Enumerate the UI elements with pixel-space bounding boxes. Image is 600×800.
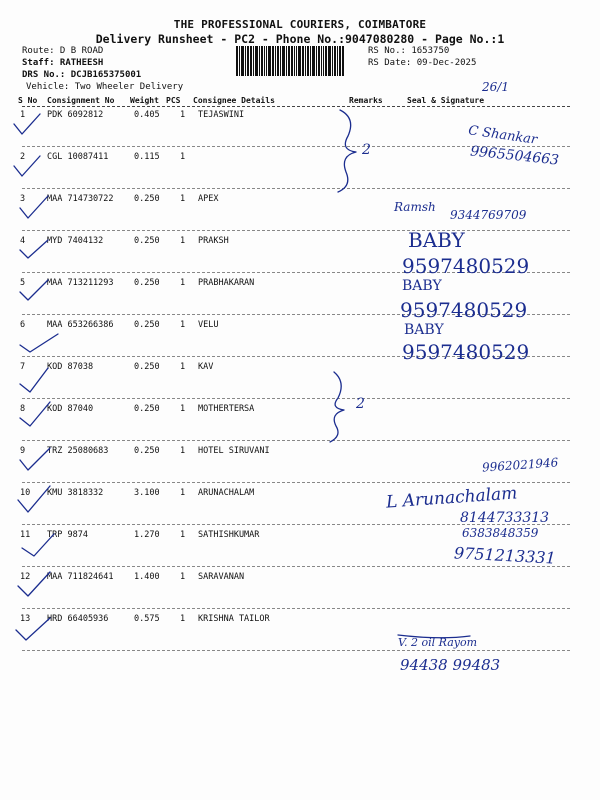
signature-name: BABY <box>402 278 442 294</box>
row-pcs: 1 <box>180 404 186 414</box>
row-pcs: 1 <box>180 362 186 372</box>
route-label: Route: D B ROAD <box>22 46 104 56</box>
runsheet-title: Delivery Runsheet - PC2 - Phone No.:9047080280 - Page No.:1 <box>95 32 505 46</box>
tick-mark <box>14 114 40 134</box>
row-sno: 11 <box>20 530 31 540</box>
signature-name: Ramsh <box>394 200 436 214</box>
row-weight: 0.250 <box>134 236 160 246</box>
tick-mark <box>20 196 48 218</box>
tick-mark <box>22 534 54 556</box>
remark-count: 2 <box>362 142 371 158</box>
signature-phone: 6383848359 <box>462 526 539 540</box>
row-pcs: 1 <box>180 614 186 624</box>
col-weight: Weight <box>130 96 159 105</box>
row-sno: 5 <box>20 278 26 288</box>
row-sno: 4 <box>20 236 26 246</box>
signature-phone: 9344769709 <box>450 208 527 222</box>
tick-mark <box>14 156 40 176</box>
row-pcs: 1 <box>180 488 186 498</box>
row-pcs: 1 <box>180 152 186 162</box>
signature-phone: 94438 99483 <box>400 656 501 674</box>
handwritten-page-mark: 26/1 <box>482 80 509 94</box>
signature-phone: 9597480529 <box>402 254 530 278</box>
row-consignee: ARUNACHALAM <box>198 488 255 498</box>
remark-count: 2 <box>356 396 365 412</box>
row-consignment: KOD 87040 <box>47 404 94 414</box>
signature-name: V. 2 oil Rayom <box>398 636 478 649</box>
row-weight: 0.575 <box>134 614 160 624</box>
remarks-brace <box>338 110 356 192</box>
row-weight: 0.250 <box>134 446 160 456</box>
row-sno: 10 <box>20 488 31 498</box>
drs-label: DRS No.: DCJB165375001 <box>22 70 142 80</box>
row-sno: 1 <box>20 110 26 120</box>
signature-name: L Arunachalam <box>385 483 518 513</box>
col-pcs: PCS <box>166 96 181 105</box>
tick-mark <box>20 448 50 470</box>
row-weight: 0.250 <box>134 404 160 414</box>
row-sno: 8 <box>20 404 26 414</box>
row-weight: 0.250 <box>134 320 160 330</box>
row-weight: 0.250 <box>134 194 160 204</box>
row-consignment: PDK 6092812 <box>47 110 104 120</box>
row-consignee: APEX <box>198 194 219 204</box>
row-consignment: KMU 3818332 <box>47 488 104 498</box>
row-consignment: CGL 10087411 <box>47 152 109 162</box>
row-consignee: VELU <box>198 320 219 330</box>
row-consignee: SATHISHKUMAR <box>198 530 260 540</box>
row-consignee: PRABHAKARAN <box>198 278 255 288</box>
row-sno: 7 <box>20 362 26 372</box>
tick-mark <box>20 334 58 352</box>
col-sno: S No <box>18 96 38 105</box>
vehicle-label: Vehicle: Two Wheeler Delivery <box>26 82 184 92</box>
tick-mark <box>18 572 50 596</box>
row-consignment: MAA 713211293 <box>47 278 114 288</box>
row-consignee: PRAKSH <box>198 236 229 246</box>
row-pcs: 1 <box>180 236 186 246</box>
row-consignment: KOD 87038 <box>47 362 94 372</box>
tick-mark <box>20 240 48 258</box>
tick-mark <box>18 486 50 512</box>
row-sno: 9 <box>20 446 26 456</box>
staff-label: Staff: RATHEESH <box>22 58 104 68</box>
row-consignment: MAA 711824641 <box>47 572 114 582</box>
row-weight: 3.100 <box>134 488 160 498</box>
row-sno: 13 <box>20 614 31 624</box>
row-pcs: 1 <box>180 572 186 582</box>
remarks-brace <box>330 372 344 442</box>
row-consignee: KAV <box>198 362 214 372</box>
row-sno: 6 <box>20 320 26 330</box>
col-consignee: Consignee Details <box>193 96 275 105</box>
row-weight: 0.250 <box>134 362 160 372</box>
row-sno: 2 <box>20 152 26 162</box>
row-pcs: 1 <box>180 278 186 288</box>
row-pcs: 1 <box>180 320 186 330</box>
row-pcs: 1 <box>180 530 186 540</box>
signature-phone: 9597480529 <box>400 298 528 322</box>
signature-phone: 9962021946 <box>481 455 559 475</box>
row-weight: 1.270 <box>134 530 160 540</box>
row-weight: 0.115 <box>134 152 160 162</box>
row-pcs: 1 <box>180 110 186 120</box>
tick-mark <box>20 280 48 300</box>
row-consignment: TRZ 25080683 <box>47 446 109 456</box>
row-consignment: MAA 653266386 <box>47 320 114 330</box>
signature-phone: 9965504663 <box>469 143 560 169</box>
signature-name: BABY <box>408 228 465 252</box>
signature-phone: 8144733313 <box>460 510 550 526</box>
rs-number: RS No.: 1653750 <box>368 46 450 56</box>
row-weight: 1.400 <box>134 572 160 582</box>
row-consignee: KRISHNA TAILOR <box>198 614 270 624</box>
row-sno: 12 <box>20 572 31 582</box>
row-consignment: HRD 66405936 <box>47 614 109 624</box>
row-consignee: MOTHERTERSA <box>198 404 255 414</box>
row-consignee: HOTEL SIRUVANI <box>198 446 270 456</box>
row-consignee: TEJASWINI <box>198 110 245 120</box>
row-consignee: SARAVANAN <box>198 572 245 582</box>
signature-phone: 9751213331 <box>453 543 557 568</box>
tick-mark <box>16 618 50 640</box>
company-title: THE PROFESSIONAL COURIERS, COIMBATORE <box>173 18 427 31</box>
col-remarks: Remarks <box>349 96 383 105</box>
col-seal-signature: Seal & Signature <box>407 96 485 105</box>
col-consignment: Consignment No <box>47 96 115 105</box>
tick-mark <box>20 368 48 392</box>
row-weight: 0.405 <box>134 110 160 120</box>
row-pcs: 1 <box>180 446 186 456</box>
signature-name: BABY <box>404 322 444 338</box>
signature-phone: 9597480529 <box>402 340 530 364</box>
row-consignment: MYD 7404132 <box>47 236 104 246</box>
row-pcs: 1 <box>180 194 186 204</box>
tick-mark <box>20 402 50 426</box>
row-weight: 0.250 <box>134 278 160 288</box>
signature-name: C Shankar <box>467 123 539 148</box>
row-consignment: TRP 9874 <box>47 530 88 540</box>
row-consignment: MAA 714730722 <box>47 194 114 204</box>
row-sno: 3 <box>20 194 26 204</box>
rs-date: RS Date: 09-Dec-2025 <box>368 58 477 68</box>
